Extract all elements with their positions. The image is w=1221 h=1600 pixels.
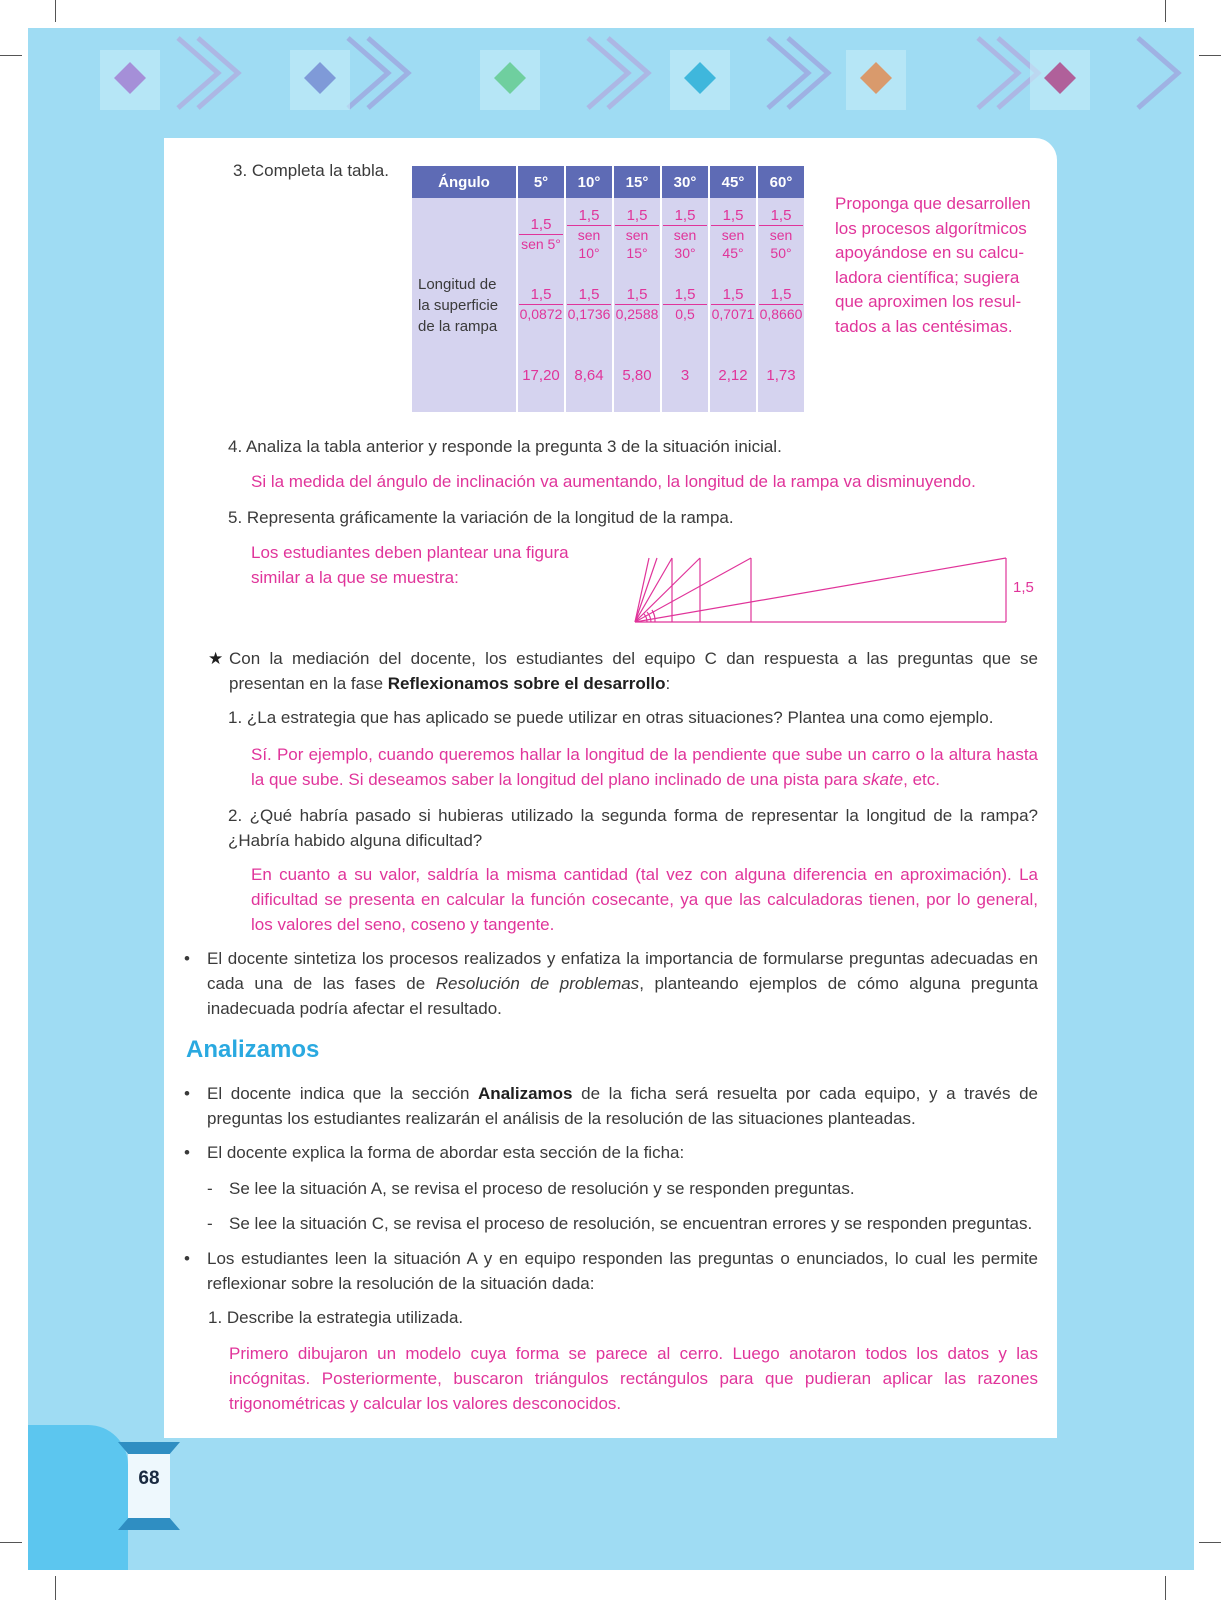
- table-header-label: Ángulo: [412, 166, 516, 198]
- fraction-numerator: 1,5: [567, 207, 611, 226]
- side-note-line: Proponga que desarrollen: [835, 194, 1031, 213]
- fraction-numerator: 1,5: [615, 286, 659, 305]
- fraction-denominator: 0,5: [675, 305, 695, 322]
- table-angle-header: 5°: [518, 166, 564, 198]
- reflect-question-1: 1. ¿La estrategia que has aplicado se puede utilizar en otras situaciones? Plantea una como ejemplo.: [228, 708, 994, 727]
- table-result-cell: 2,12: [710, 338, 756, 412]
- fraction-denominator: 0,1736: [567, 305, 611, 322]
- fraction-denominator: sen 15°: [625, 226, 649, 261]
- fraction-denominator: 0,0872: [519, 305, 563, 322]
- star-icon: ★: [208, 649, 224, 668]
- question-3-label: 3. Completa la tabla.: [233, 161, 389, 180]
- question-4-answer: Si la medida del ángulo de inclinación va aumentando, la longitud de la rampa va disminuyendo.: [251, 472, 976, 491]
- table-result-cell: 8,64: [566, 338, 612, 412]
- table-result-cell: 17,20: [518, 338, 564, 412]
- reflect-question-2: [228, 803, 1038, 853]
- star-item-text: Con la mediación del docente, los estudiantes del equipo C dan respuesta a las preguntas que se presentan en la fase: [229, 649, 1038, 693]
- row-label-line: de la rampa: [418, 317, 498, 335]
- table-fraction-cell: [518, 198, 564, 270]
- section-heading: Analizamos: [186, 1036, 320, 1063]
- dash-icon: -: [207, 1179, 213, 1198]
- crop-mark: [0, 55, 22, 56]
- crop-mark: [1199, 1542, 1221, 1543]
- star-item-suffix: :: [665, 674, 671, 693]
- fraction-numerator: 1,5: [615, 207, 659, 226]
- bullet-2-suffix: de la ficha será resuelta por cada equipo, y a través de preguntas los estudiantes realizarán el análisis de la resolución de las situaciones planteadas.: [207, 1084, 1038, 1128]
- bullet-icon: •: [184, 949, 190, 968]
- side-note-line: tados a las centésimas.: [835, 316, 1013, 336]
- bullet-4-text: Los estudiantes leen la situación A y en equipo responden las preguntas o enunciados, lo cual les permite reflexionar sobre la resolución de la situación dada:: [207, 1249, 1038, 1293]
- bullet-icon: •: [184, 1143, 190, 1162]
- crop-mark: [55, 0, 56, 22]
- fraction-denominator: 0,2588: [615, 305, 659, 322]
- fraction-numerator: 1,5: [567, 286, 611, 305]
- fraction-denominator: sen 45°: [721, 226, 745, 261]
- final-answer-1: Primero dibujaron un modelo cuya forma se parece al cerro. Luego anotaron todos los datos y las incógnitas. Posteriormente, buscaron triángulos rectángulos para que pudieran aplicar las razones trigonométricas y calcular los valores desconocidos.: [229, 1344, 1038, 1413]
- table-angle-header: 15°: [614, 166, 660, 198]
- fraction-denominator: sen 5°: [521, 235, 561, 252]
- row-label-line: Longitud de: [418, 275, 497, 293]
- reflect-answer-1: [251, 742, 1038, 792]
- table-angle-header: 30°: [662, 166, 708, 198]
- page-number: 68: [138, 1468, 160, 1489]
- trig-table: [410, 166, 806, 412]
- fraction-denominator: 0,8660: [759, 305, 803, 322]
- reflect-answer-2: En cuanto a su valor, saldría la misma cantidad (tal vez con alguna diferencia en aproximación). La dificultad se presenta en calcular la función cosecante, ya que las calculadoras tienen, por lo general, los valores del seno, coseno y tangente.: [251, 865, 1038, 934]
- fraction-numerator: 1,5: [759, 286, 803, 305]
- side-note-line: ladora científica; sugiera: [835, 267, 1020, 287]
- dash-item-2-text: Se lee la situación C, se revisa el proceso de resolución, se encuentran errores y se responden preguntas.: [229, 1214, 1033, 1233]
- crop-mark: [1199, 55, 1221, 56]
- table-fraction-cell: [662, 270, 708, 338]
- fraction-denominator: sen 50°: [769, 226, 793, 261]
- bullet-2-bold: Analizamos: [478, 1084, 573, 1103]
- row-label-line: la superficie: [418, 296, 499, 314]
- table-fraction-cell: [758, 270, 804, 338]
- bullet-icon: •: [184, 1249, 190, 1268]
- table-fraction-cell: [662, 198, 708, 270]
- bullet-1-suffix: , planteando ejemplos de cómo alguna pregunta inadecuada podría afectar el resultado.: [207, 974, 1039, 1018]
- fraction-numerator: 1,5: [711, 207, 755, 226]
- fraction-denominator: 0,7071: [711, 305, 755, 322]
- table-result-cell: 3: [662, 338, 708, 412]
- table-fraction-cell: [518, 270, 564, 338]
- table-angle-header: 45°: [710, 166, 756, 198]
- table-fraction-cell: [566, 198, 612, 270]
- table-fraction-cell: [710, 270, 756, 338]
- bullet-3: [184, 1140, 1038, 1165]
- table-fraction-cell: [758, 198, 804, 270]
- side-note: [835, 192, 1031, 339]
- fraction-numerator: 1,5: [663, 286, 707, 305]
- question-5-text: 5. Representa gráficamente la variación de la longitud de la rampa.: [228, 508, 734, 527]
- crop-mark: [55, 1576, 56, 1600]
- fraction-numerator: 1,5: [519, 216, 563, 235]
- bullet-4: [184, 1246, 1038, 1296]
- table-row-label: [412, 198, 516, 412]
- bullet-2-text: El docente indica que la sección: [207, 1084, 479, 1103]
- dash-item-2: [207, 1211, 1038, 1236]
- dash-item-1: [207, 1176, 1038, 1201]
- table-fraction-cell: [614, 270, 660, 338]
- fraction-denominator: sen 30°: [673, 226, 697, 261]
- reflect-question-2-text: 2. ¿Qué habría pasado si hubieras utilizado la segunda forma de representar la longitud de la rampa? ¿Habría habido alguna dificultad?: [228, 806, 1038, 850]
- reflect-answer-1-italic: skate: [862, 770, 904, 789]
- reflect-answer-1-text: Sí. Por ejemplo, cuando queremos hallar la longitud de la pendiente que sube un carro o la altura hasta la que sube. Si deseamos saber la longitud del plano inclinado de una pista para: [251, 745, 1038, 789]
- table-fraction-cell: [710, 198, 756, 270]
- table-angle-header: 60°: [758, 166, 804, 198]
- bullet-1-text: El docente sintetiza los procesos realizados y enfatiza la importancia de formularse preguntas adecuadas en cada una de las fases de: [207, 949, 1038, 993]
- star-item-bold: Reflexionamos sobre el desarrollo: [387, 674, 666, 693]
- fraction-numerator: 1,5: [711, 286, 755, 305]
- crop-mark: [1165, 0, 1166, 22]
- bullet-icon: •: [184, 1084, 190, 1103]
- bullet-1: [184, 946, 1038, 1021]
- table-angle-header: 10°: [566, 166, 612, 198]
- crop-mark: [0, 1542, 22, 1543]
- side-note-line: apoyándose en su calcu-: [835, 243, 1025, 262]
- table-result-cell: 1,73: [758, 338, 804, 412]
- side-note-line: que aproximen los resul-: [835, 292, 1022, 311]
- table-fraction-cell: [614, 198, 660, 270]
- ramp-figure: [630, 550, 1050, 630]
- decorative-banner: [28, 28, 1194, 138]
- bullet-2: [184, 1081, 1038, 1131]
- dash-item-1-text: Se lee la situación A, se revisa el proceso de resolución y se responden preguntas.: [229, 1179, 855, 1198]
- answer-line: similar a la que se muestra:: [251, 568, 459, 587]
- fraction-numerator: 1,5: [759, 207, 803, 226]
- crop-mark: [1165, 1576, 1166, 1600]
- fraction-numerator: 1,5: [663, 207, 707, 226]
- question-5-answer: [251, 540, 569, 590]
- figure-height-label: 1,5: [1013, 579, 1034, 596]
- fraction-numerator: 1,5: [519, 286, 563, 305]
- bullet-3-text: El docente explica la forma de abordar esta sección de la ficha:: [207, 1143, 685, 1162]
- bullet-1-italic: Resolución de problemas: [435, 974, 640, 993]
- dash-icon: -: [207, 1214, 213, 1233]
- answer-line: Los estudiantes deben plantear una figura: [251, 543, 569, 562]
- final-question-1: 1. Describe la estrategia utilizada.: [208, 1308, 464, 1327]
- fraction-denominator: sen 10°: [577, 226, 601, 261]
- question-4-text: 4. Analiza la tabla anterior y responde la pregunta 3 de la situación inicial.: [228, 437, 782, 456]
- side-note-line: los procesos algorítmicos: [835, 218, 1027, 238]
- reflect-answer-1-suffix: , etc.: [903, 770, 940, 789]
- table-result-cell: 5,80: [614, 338, 660, 412]
- star-item: [208, 646, 1038, 696]
- table-fraction-cell: [566, 270, 612, 338]
